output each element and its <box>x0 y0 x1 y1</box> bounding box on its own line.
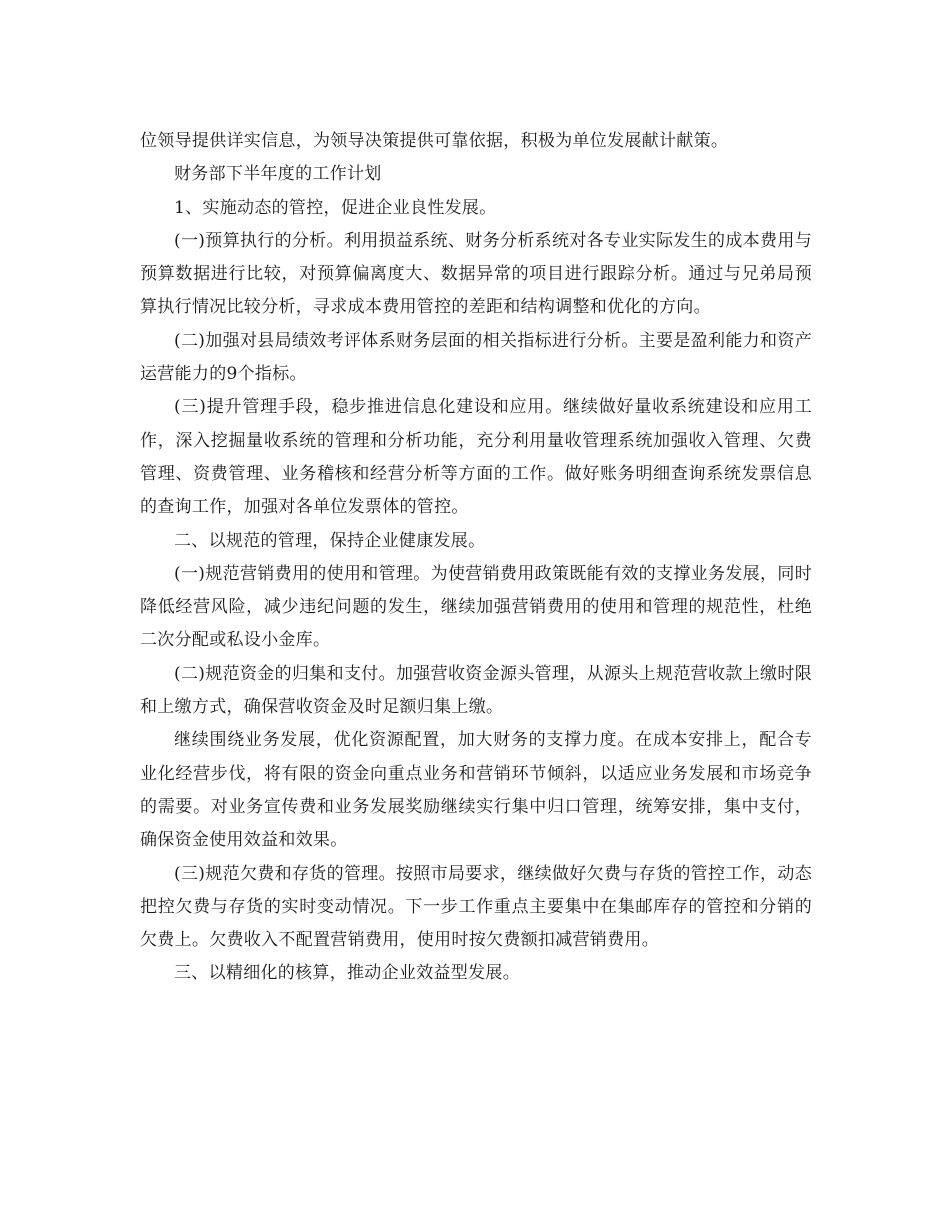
paragraph-continuation: 位领导提供详实信息，为领导决策提供可靠依据，积极为单位发展献计献策。 <box>140 131 729 151</box>
document-body <box>140 125 812 991</box>
paragraph-marketing-expenses: (一)规范营销费用的使用和管理。为使营销费用政策既能有效的支撑业务发展，同时降低经营风险，减少违纪问题的发生，继续加强营销费用的使用和管理的规范性，杜绝二次分配或私设小金库。 <box>140 563 812 651</box>
paragraph-resource-allocation: 继续围绕业务发展，优化资源配置，加大财务的支撑力度。在成本安排上，配合专业化经营步伐，将有限的资金向重点业务和营销环节倾斜，以适应业务发展和市场竞争的需要。对业务宣传费和业务发展奖励继续实行集中归口管理，统筹安排，集中支付，确保资金使用效益和效果。 <box>140 730 812 851</box>
paragraph-fund-collection: (二)规范资金的归集和支付。加强营收资金源头管理，从源头上规范营收款上缴时限和上缴方式，确保营收资金及时足额归集上缴。 <box>140 663 812 718</box>
section-title: 财务部下半年度的工作计划 <box>174 164 382 185</box>
heading-3: 三、以精细化的核算，推动企业效益型发展。 <box>174 963 520 984</box>
heading-1: 1、实施动态的管控，促进企业良性发展。 <box>174 197 497 218</box>
heading-2: 二、以规范的管理，保持企业健康发展。 <box>174 530 486 551</box>
paragraph-informatization: (三)提升管理手段，稳步推进信息化建设和应用。继续做好量收系统建设和应用工作，深入挖掘量收系统的管理和分析功能，充分利用量收管理系统加强收入管理、欠费管理、资费管理、业务稽核和经营分析等方面的工作。做好账务明细查询系统发票信息的查询工作，加强对各单位发票体的管控。 <box>140 397 812 518</box>
paragraph-arrears-inventory: (三)规范欠费和存货的管理。按照市局要求，继续做好欠费与存货的管控工作，动态把控欠费与存货的实时变动情况。下一步工作重点主要集中在集邮库存的管控和分销的欠费上。欠费收入不配置营销费用，使用时按欠费额扣减营销费用。 <box>140 863 812 951</box>
paragraph-performance-indicators: (二)加强对县局绩效考评体系财务层面的相关指标进行分析。主要是盈利能力和资产运营能力的9个指标。 <box>140 330 812 385</box>
paragraph-budget-analysis: (一)预算执行的分析。利用损益系统、财务分析系统对各专业实际发生的成本费用与预算数据进行比较，对预算偏离度大、数据异常的项目进行跟踪分析。通过与兄弟局预算执行情况比较分析，寻求成本费用管控的差距和结构调整和优化的方向。 <box>140 230 812 318</box>
